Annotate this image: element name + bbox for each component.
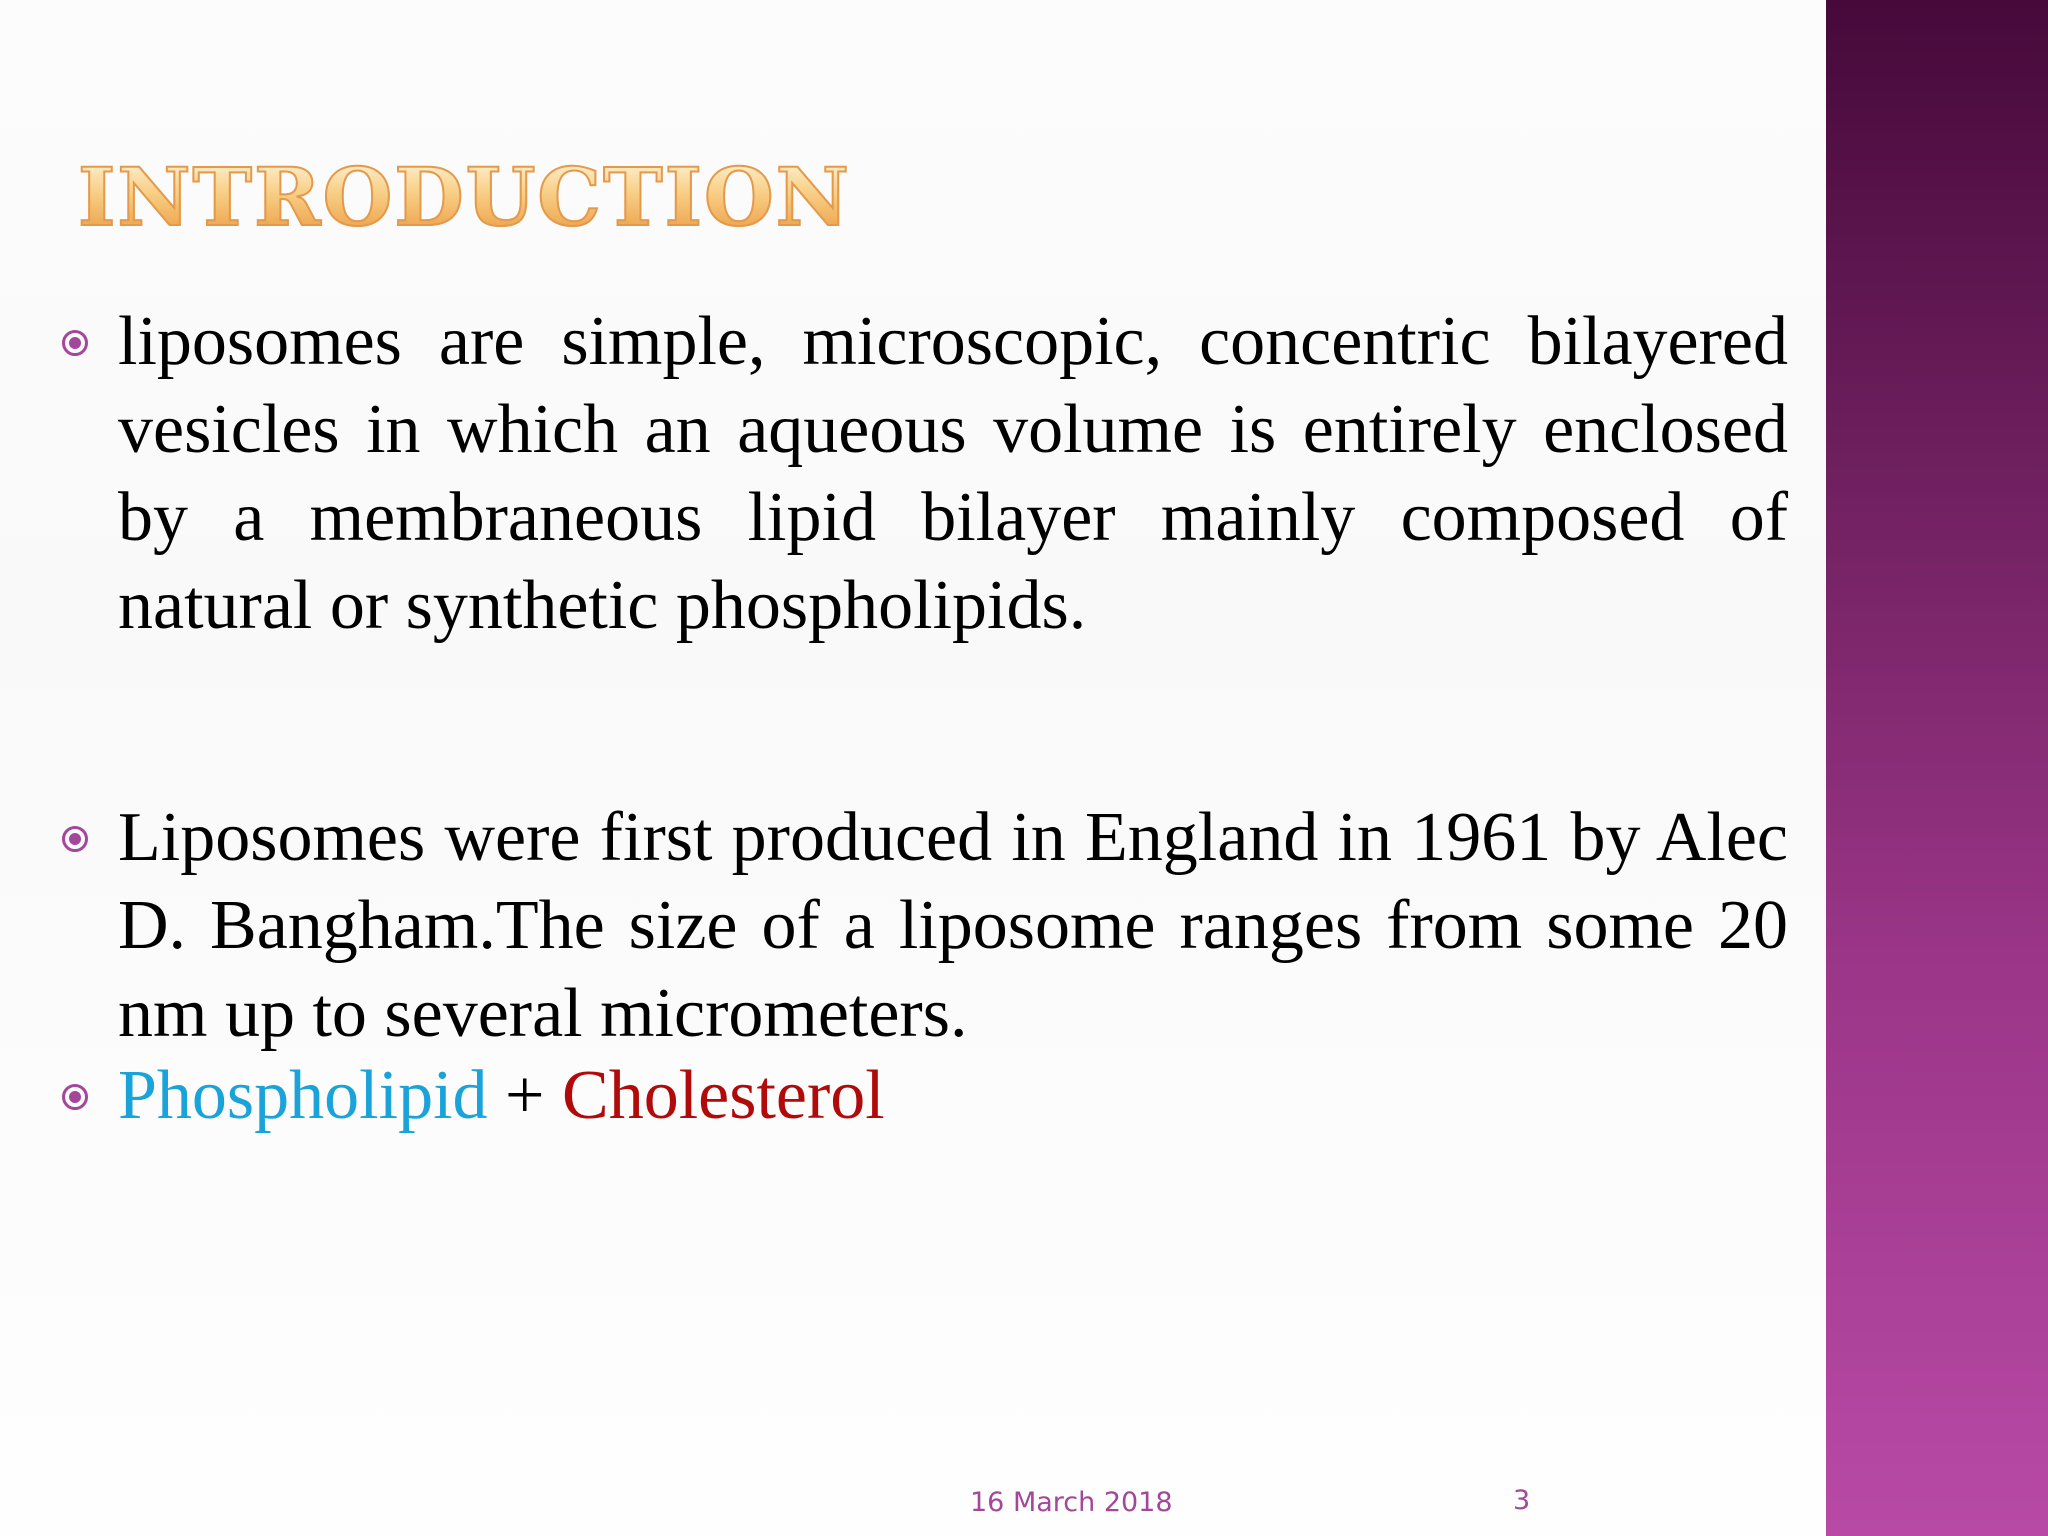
plus-sign: + bbox=[487, 1057, 563, 1134]
bullet-item-definition bbox=[58, 298, 1788, 658]
bullet-text: liposomes are simple, microscopic, concentric bilayered vesicles in which an aqueous volume is entirely enclosed by a membraneous lipid bilayer mainly composed of natural or synthetic phospholipids. bbox=[118, 303, 1788, 644]
bullet-item-composition bbox=[58, 1052, 1788, 1140]
cholesterol-text: Cholesterol bbox=[562, 1057, 885, 1134]
bullet-list bbox=[58, 298, 1788, 1134]
footer-date: 16 March 2018 bbox=[970, 1487, 1173, 1518]
bullet-text: Liposomes were first produced in England in 1961 by Alec D. Bangham.The size of a liposome ranges from some 20 nm up to several micrometers. bbox=[118, 799, 1788, 1052]
radio-bullet-icon bbox=[61, 825, 89, 853]
slide-title: INTRODUCTION bbox=[78, 150, 851, 244]
page-number: 3 bbox=[1513, 1485, 1531, 1516]
bullet-text bbox=[118, 1052, 1788, 1140]
bullet-item-history bbox=[58, 794, 1788, 1058]
radio-bullet-icon bbox=[61, 329, 89, 357]
phospholipid-text: Phospholipid bbox=[118, 1057, 488, 1134]
radio-bullet-icon bbox=[61, 1083, 89, 1111]
decorative-sidebar bbox=[1826, 0, 2048, 1536]
